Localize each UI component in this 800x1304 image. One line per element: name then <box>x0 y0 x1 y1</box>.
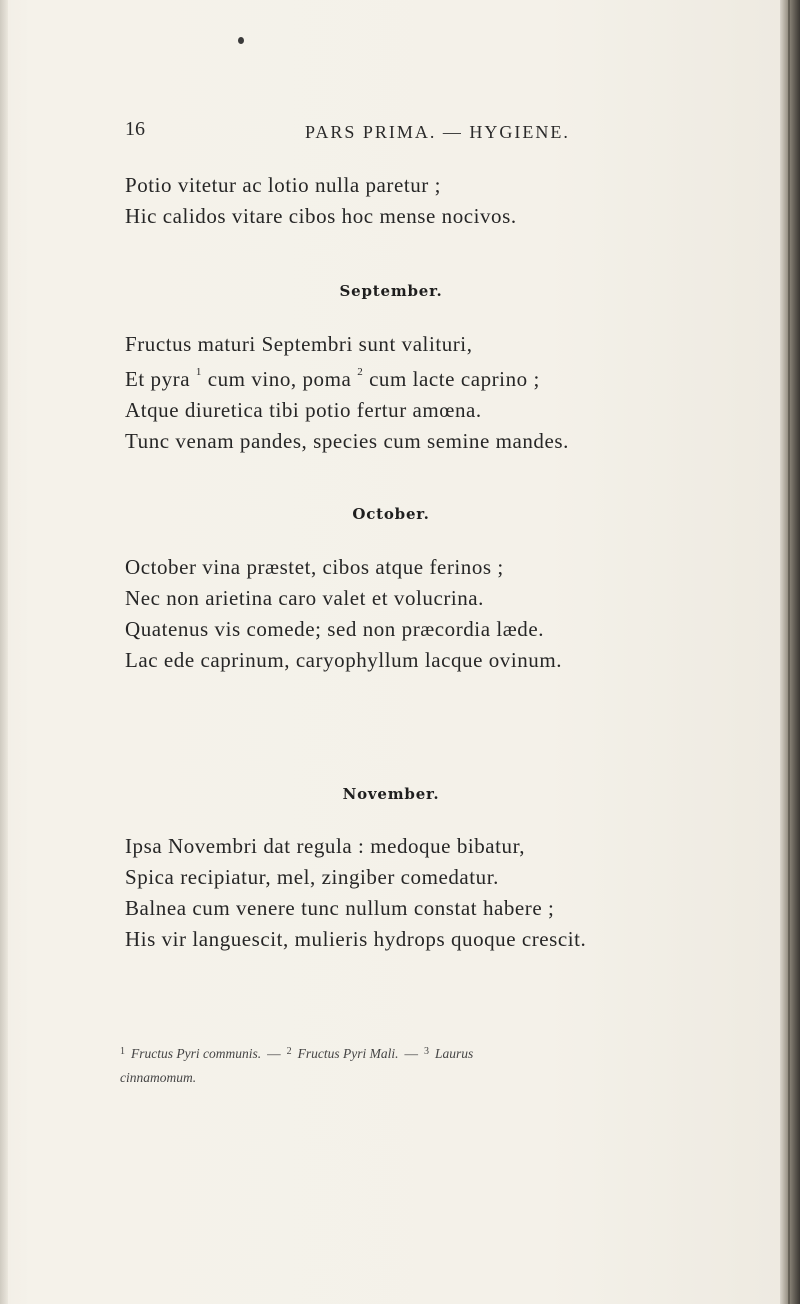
ink-dot-mark <box>238 37 244 44</box>
footnote-separator: — <box>404 1046 418 1061</box>
stanza-october <box>125 552 562 676</box>
verse-line: Balnea cum venere tunc nullum constat habere ; <box>125 896 555 920</box>
footnote-text: Laurus <box>434 1046 474 1061</box>
footnote-text: cinnamomum. <box>120 1070 197 1085</box>
verse-line: Nec non arietina caro valet et volucrina. <box>125 586 484 610</box>
footnote-separator: — <box>267 1046 281 1061</box>
footnote-ref-1: 1 <box>195 366 202 378</box>
heading-october: October. <box>352 505 430 523</box>
verse-line: Quatenus vis comede; sed non præcordia læde. <box>125 617 545 641</box>
footnote-line <box>120 1043 750 1067</box>
footnote-number: 3 <box>423 1046 429 1057</box>
verse-line: Spica recipiatur, mel, zingiber comedatur. <box>125 865 499 889</box>
footnote-number: 1 <box>120 1046 125 1057</box>
heading-september: September. <box>339 282 443 300</box>
footnote-ref-2: 2 <box>357 366 364 378</box>
verse-line: October vina præstet, cibos atque ferinos ; <box>125 555 504 579</box>
page-number: 16 <box>125 118 145 140</box>
verse-line: His vir languescit, mulieris hydrops quoque crescit. <box>125 927 587 951</box>
heading-november: November. <box>342 785 440 803</box>
page-left-edge <box>0 0 8 1304</box>
book-binding-edge <box>780 0 800 1304</box>
footnote-text: Fructus Pyri Mali. <box>297 1046 399 1061</box>
stanza-september <box>125 329 569 457</box>
verse-line: Ipsa Novembri dat regula : medoque bibatur, <box>125 834 526 858</box>
footnote-line <box>120 1067 750 1089</box>
verse-line-with-footnotes <box>125 360 569 395</box>
verse-segment: cum vino, poma <box>207 367 352 391</box>
verse-segment: cum lacte caprino ; <box>369 367 540 391</box>
footnote-number: 2 <box>286 1046 292 1057</box>
footnotes <box>120 1043 750 1089</box>
verse-line: Potio vitetur ac lotio nulla paretur ; <box>125 173 441 197</box>
footnote-text: Fructus Pyri communis. <box>131 1046 262 1061</box>
running-head: PARS PRIMA. — HYGIENE. <box>305 122 570 142</box>
verse-line: Lac ede caprinum, caryophyllum lacque ovinum. <box>125 648 563 672</box>
verse-segment: Et pyra <box>125 367 191 391</box>
verse-line: Tunc venam pandes, species cum semine mandes. <box>125 429 569 453</box>
stanza-november <box>125 831 586 955</box>
stanza-august-continued <box>125 170 517 232</box>
verse-line: Atque diuretica tibi potio fertur amœna. <box>125 398 482 422</box>
verse-line: Fructus maturi Septembri sunt valituri, <box>125 332 473 356</box>
page-header <box>0 118 782 152</box>
verse-line: Hic calidos vitare cibos hoc mense nocivos. <box>125 204 517 228</box>
